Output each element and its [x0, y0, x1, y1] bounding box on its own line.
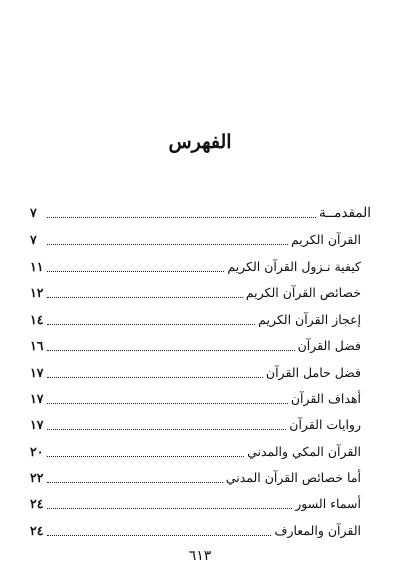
page-title: الفهرس — [168, 131, 232, 153]
dot-leader — [47, 270, 224, 272]
toc-entry — [30, 518, 361, 540]
toc-entry-page: ٧ — [30, 232, 37, 247]
toc-entry — [30, 227, 361, 249]
toc-entry-page: ١٦ — [30, 338, 44, 353]
toc-entry-page: ٢٢ — [30, 470, 44, 485]
toc-entry-title: القرآن الكريم — [290, 232, 361, 247]
toc-entry-page: ١٧ — [30, 365, 44, 380]
dot-leader — [47, 428, 286, 430]
toc-entry-page: ١٧ — [30, 417, 44, 432]
toc-entry — [30, 254, 361, 276]
toc-entry-title: فضل القرآن — [297, 338, 361, 353]
toc-entry — [30, 465, 361, 487]
toc-entry — [30, 307, 361, 329]
toc-entry — [30, 439, 361, 461]
toc-entry — [30, 333, 361, 355]
page-number: ٦١٣ — [188, 548, 212, 564]
toc-entry — [30, 491, 361, 513]
toc-entry-title: أسماء السور — [295, 496, 361, 511]
toc-entry-title: كيفية نـزول القرآن الكريم — [227, 259, 361, 274]
toc-entry-page: ١٢ — [30, 285, 44, 300]
toc-entry-page: ١١ — [30, 259, 44, 274]
toc-entry-title: المقدمــة — [319, 205, 371, 221]
dot-leader — [47, 507, 292, 509]
toc-entry — [30, 412, 361, 434]
dot-leader — [47, 349, 295, 351]
toc-entry-title: أهداف القرآن — [290, 391, 361, 406]
dot-leader — [47, 296, 243, 298]
dot-leader — [47, 323, 255, 325]
dot-leader — [47, 455, 244, 457]
toc-entry-title: إعجاز القرآن الكريم — [258, 312, 361, 327]
dot-leader — [47, 481, 223, 483]
toc-entry-page: ١٧ — [30, 391, 44, 406]
dot-leader — [47, 376, 263, 378]
toc-entry-title: القرآن المكي والمدني — [247, 444, 361, 459]
dot-leader — [47, 216, 316, 218]
toc-entry-title: أما خصائص القرآن المدني — [225, 470, 361, 485]
toc-entry-page: ٢٠ — [30, 444, 44, 459]
toc-entry — [30, 200, 371, 222]
toc-entry-title: فضل حامل القرآن — [265, 365, 361, 380]
toc-entry — [30, 280, 361, 302]
dot-leader — [47, 534, 271, 536]
toc-entry — [30, 360, 361, 382]
toc-entry-page: ٢٤ — [30, 496, 44, 511]
toc-entry-title: روايات القرآن — [289, 417, 361, 432]
toc-entry-page: ١٤ — [30, 312, 44, 327]
dot-leader — [47, 243, 288, 245]
toc-entry-title: القرآن والمعارف — [274, 523, 361, 538]
dot-leader — [47, 402, 288, 404]
toc-entry-title: خصائص القرآن الكريم — [245, 285, 361, 300]
toc-entry — [30, 386, 361, 408]
toc-entry-page: ٢٤ — [30, 523, 44, 538]
toc-entry-page: ٧ — [30, 205, 37, 220]
